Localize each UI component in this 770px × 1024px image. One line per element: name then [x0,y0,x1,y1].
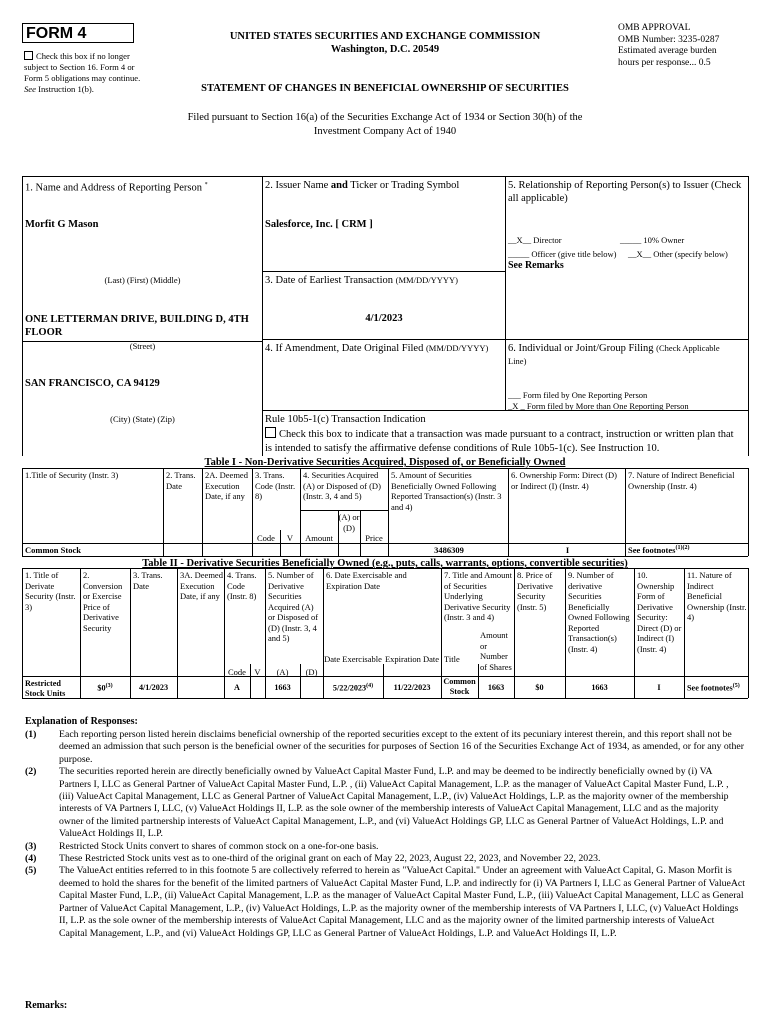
city-caption: (City) (State) (Zip) [110,414,175,424]
rule-10b5-text: Check this box to indicate that a transaction was made pursuant to a contract, instruction or written plan that is intended to satisfy the affirmative defense conditions of Rule 10b5-1(c). See Instruction 10. [265,429,734,454]
t2-h3: 3. Trans. Date [133,570,163,591]
grid-line [22,568,23,698]
footnote: (2) The securities reported herein are directly beneficially owned by ValueAct Capital Master Fund, L.P. and may be deemed to be indirectly beneficially owned by (i) VA Partners I, LLC as General Partner of ValueAct Capital Master Fund, L.P. , (ii) ValueAct Capital Management, L.P. as the manager of ValueAct Capital Master Fund, L.P. , (iii) ValueAct Capital Management, LLC as General Partner of ValueAct Capital Management, L.P., (iv) ValueAct Holdings, L.P. as the majority owner of the membership interests of VA Partners I, LLC, (v) ValueAct Holdings II, L.P. as the sole owner of the membership interests of ValueAct Capital Management, LLC and as the majority owner of the limited partnership interests of ValueAct Capital Management, L.P., and (vi) ValueAct Holdings GP, LLC as General Partner of ValueAct Holdings, L.P. and ValueAct Holdings II, L.P. [25,766,729,840]
name-caption: (Last) (First) (Middle) [104,275,181,285]
grid-line [383,664,384,698]
grid-line [505,176,506,410]
no-longer-subject-note: Check this box if no longer subject to Section 16. Form 4 or Form 5 obligations may continue. See Instruction 1(b). [24,51,141,94]
grid-line [22,468,748,469]
t1-sub-amount: Amount [305,533,333,543]
t2-sub-a: (A) [276,667,289,677]
t2-row-underlying-amount: 1663 [487,683,505,692]
grid-line [262,176,263,456]
see-remarks: See Remarks [508,260,564,271]
explanation-list [25,729,745,940]
grid-line [22,176,23,456]
no-longer-subject-checkbox[interactable] [24,51,33,60]
t2-row-code: A [234,683,240,692]
t2-h8: 8. Price of Derivative Security (Instr. 5) [517,570,553,612]
t2-h9: 9. Number of derivative Securities Beneficially Owned Following Reported Transaction(s) (Instr. 4) [568,570,630,654]
box2-label: 2. Issuer Name and Ticker or Trading Symbol [265,180,460,191]
t1-row-amount: 3486309 [434,545,464,555]
t2-row-price: $0$^{(3)}$ [97,683,113,693]
t1-h1: 1.Title of Security (Instr. 3) [25,470,119,480]
reporting-street: ONE LETTERMAN DRIVE, BUILDING D, 4TH FLOOR [25,314,249,338]
grid-line [22,176,748,177]
form-title: FORM 4 [22,23,134,43]
explanation-heading: Explanation of Responses: [25,716,138,727]
filed-pursuant: Filed pursuant to Section 16(a) of the Securities Exchange Act of 1934 or Section 30(h) of the Investment Company Act of 1940 [187,112,583,137]
grid-line [300,510,388,511]
reporting-person-name: Morfit G Mason [25,219,99,230]
statement-title: STATEMENT OF CHANGES IN BENEFICIAL OWNERSHIP OF SECURITIES [201,83,569,94]
box4-label: 4. If Amendment, Date Original Filed (MM/DD/YYYY) [265,343,489,354]
footnote: (4) These Restricted Stock units vest as to one-third of the original grant on each of May 22, 2023, August 22, 2023, and November 22, 2023. [25,853,601,865]
t2-sub-exercisable: Date Exercisable [324,654,382,664]
t1-row-title: Common Stock [25,545,81,555]
t2-h2: 2. Conversion or Exercise Price of Derivative Security [83,570,123,633]
remarks-heading: Remarks: [25,1000,68,1011]
street-caption: (Street) [129,341,156,351]
t2-row-underlying-title: Common Stock [443,677,476,696]
table1-title: Table I - Non-Derivative Securities Acquired, Disposed of, or Beneficially Owned [204,457,566,468]
footnote: (1) Each reporting person listed herein disclaims beneficial ownership of the reported securities except to the extent of its pecuniary interest therein, and this report shall not be deemed an admission that such person is the beneficial owner of the securities for purposes of Section 16 of the Securities Exchange Act of 1934, as amended, or for any other purpose. [25,729,745,765]
grid-line [262,339,748,340]
agency-name: UNITED STATES SECURITIES AND EXCHANGE COMMISSION [229,31,541,42]
t2-sub-expiration: Expiration Date [384,654,440,664]
t1-sub-v: V [286,533,294,543]
t2-h7: 7. Title and Amount of Securities Underlying Derivative Security (Instr. 3 and 4) [444,570,513,622]
grid-line [22,698,748,699]
t1-sub-price: Price [365,533,383,543]
t2-h4: 4. Trans. Code (Instr. 8) [227,570,257,601]
grid-line [565,568,566,698]
grid-line [478,664,479,698]
t2-h3a: 3A. Deemed Execution Date, if any [180,570,223,601]
grid-line [684,568,685,698]
t2-h11: 11. Nature of Indirect Beneficial Ownership (Instr. 4) [687,570,747,622]
earliest-transaction-date: 4/1/2023 [365,313,403,324]
t1-sub-code: Code [257,533,275,543]
t2-h1: 1. Title of Derivate Security (Instr. 3) [25,570,76,612]
table2-title: Table II - Derivative Securities Beneficially Owned (e.g., puts, calls, warrants, options, convertible securities) [142,558,628,569]
box6-label: 6. Individual or Joint/Group Filing (Check Applicable Line) [508,343,720,366]
grid-line [634,568,635,698]
t2-row-exercisable: 5/22/2023$^{(4)}$ [332,683,374,693]
box1-label: 1. Name and Address of Reporting Person * [25,182,208,194]
issuer-name: Salesforce, Inc. [ CRM ] [265,219,373,230]
t2-sub-d: (D) [305,667,318,677]
rule-10b5-label: Rule 10b5-1(c) Transaction Indication [265,414,426,425]
t1-sub-ad: (A) or (D) [338,512,360,533]
t2-sub-v: V [254,667,261,677]
group-filing: _X _ Form filed by More than One Reporting Person [508,401,689,411]
t1-h6: 6. Ownership Form: Direct (D) or Indirect (I) (Instr. 4) [511,470,617,491]
grid-line [22,676,748,677]
footnote: (3) Restricted Stock Units convert to shares of common stock on a one-for-one basis. [25,840,379,852]
t2-h5: 5. Number of Derivative Securities Acquired (A) or Disposed of (D) (Instr. 3, 4 and 5) [268,570,319,643]
t2-sub-title: Title [444,654,460,664]
t1-h2a: 2A. Deemed Execution Date, if any [205,470,248,501]
grid-line [748,176,749,456]
t1-row-form: I [565,545,570,555]
grid-line [177,568,178,698]
ten-percent-owner-check: _____ 10% Owner [620,235,685,245]
t1-h5: 5. Amount of Securities Beneficially Owned Following Reported Transaction(s) (Instr. 3 and 4) [391,470,502,512]
box5-label: 5. Relationship of Reporting Person(s) to Issuer (Check all applicable) [508,180,742,204]
officer-check: _____ Officer (give title below) [508,249,617,259]
t2-row-expiration: 11/22/2023 [393,683,431,692]
grid-line [748,568,749,698]
t1-h3: 3. Trans. Code (Instr. 8) [255,470,296,501]
agency-location: Washington, D.C. 20549 [330,44,440,55]
box3-label: 3. Date of Earliest Transaction (MM/DD/YYYY) [265,275,458,286]
grid-line [224,568,225,698]
director-check: __X__ Director [508,235,562,245]
t2-h10: 10. Ownership Form of Derivative Security: Direct (D) or Indirect (I) (Instr. 4) [637,570,682,654]
grid-line [265,568,266,698]
one-person-filing: ___ Form filed by One Reporting Person [508,390,648,400]
t1-h7: 7. Nature of Indirect Beneficial Ownership (Instr. 4) [628,470,735,491]
t1-h2: 2. Trans. Date [166,470,196,491]
grid-line [323,568,324,698]
other-check: __X__ Other (specify below) [628,249,728,259]
t2-row-acquired: 1663 [274,683,291,692]
t1-row-nature: See footnotes$^{(1)(2)}$ [628,545,690,555]
grid-line [262,271,505,272]
t2-row-title: Restricted Stock Units [25,679,66,698]
grid-line [514,568,515,698]
rule-10b5-checkbox[interactable] [265,427,276,438]
t1-h4: 4. Securities Acquired (A) or Disposed of (D) (Instr. 3, 4 and 5) [303,470,381,501]
reporting-city: SAN FRANCISCO, CA 94129 [25,378,160,389]
t2-sub-amount: Amount or Number of Shares [480,630,512,672]
t2-row-nature: See footnotes$^{(5)}$ [687,683,740,693]
t2-h6: 6. Date Exercisable and Expiration Date [326,570,407,591]
t2-row-form: I [657,683,661,692]
t2-row-owned: 1663 [591,683,608,692]
t2-row-deriv-price: $0 [535,683,544,692]
t2-sub-code: Code [228,667,246,677]
t2-row-date: 4/1/2023 [138,683,169,692]
footnote: (5) The ValueAct entities referred to in this footnote 5 are collectively referred to herein as "ValueAct Capital." Under an agreement with ValueAct Capital, G. Mason Morfit is deemed to hold the shares for the benefit of the limited partners of ValueAct Capital Master Fund, L.P. and indirectly for (i) VA Partners I, LLC as General Partner of ValueAct Capital Master Fund, L.P., (ii) ValueAct Capital Management, L.P. as the manager of ValueAct Capital Master Fund, L.P., (iii) ValueAct Capital Management, LLC as General Partner of ValueAct Capital Management, L.P., (iv) ValueAct Holdings, L.P. as the majority owner of the membership interests of VA Partners I, LLC, (v) ValueAct Holdings II, L.P. as the sole owner of the membership interests of ValueAct Capital Management, LLC and as the majority owner of the limited partnership interests of ValueAct Capital Management, L.P., and (vi) ValueAct Holdings GP, LLC as General Partner of ValueAct Holdings, L.P. and ValueAct Holdings II, L.P. [25,865,745,939]
grid-line [130,568,131,698]
omb-box: OMB APPROVAL OMB Number: 3235-0287 Estimated average burden hours per response... 0.5 [618,23,720,68]
grid-line [22,556,748,557]
grid-line [748,468,749,556]
grid-line [80,568,81,698]
